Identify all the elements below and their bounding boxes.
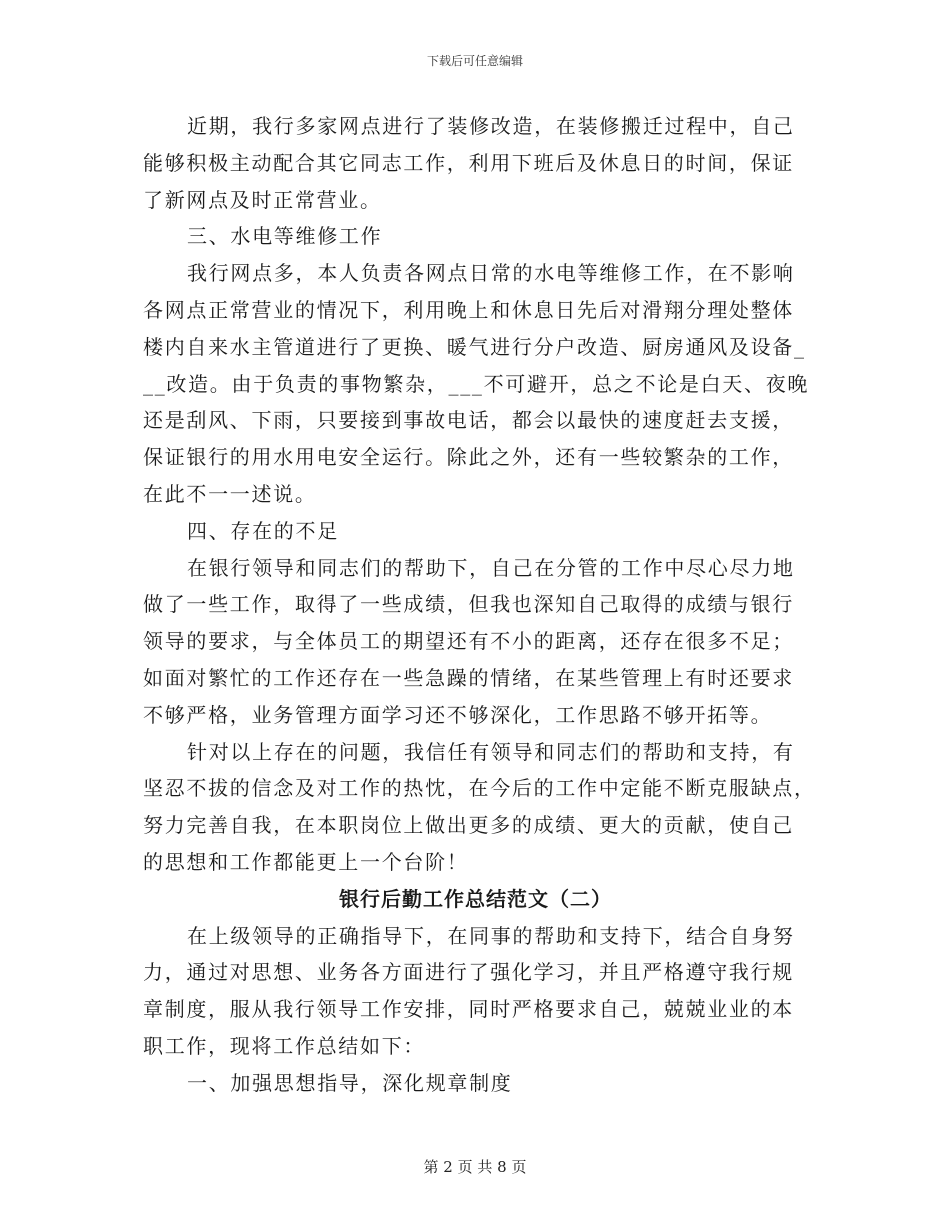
document-body <box>143 108 816 1102</box>
paragraph-line: 章制度，服从我行领导工作安排，同时严格要求自己，兢兢业业的本 <box>143 997 794 1022</box>
paragraph-line: 做了一些工作，取得了一些成绩，但我也深知自己取得的成绩与银行 <box>143 592 794 617</box>
document-title: 银行后勤工作总结范文（二） <box>339 886 612 911</box>
paragraph-line: 坚忍不拔的信念及对工作的热忱，在今后的工作中定能不断克服缺点， <box>143 776 816 801</box>
paragraph-line: 能够积极主动配合其它同志工作，利用下班后及休息日的时间，保证 <box>143 150 794 175</box>
section-heading: 一、加强思想指导，深化规章制度 <box>187 1070 513 1095</box>
paragraph-line: 努力完善自我，在本职岗位上做出更多的成绩、更大的贡献，使自己 <box>143 813 794 838</box>
paragraph-line: 领导的要求，与全体员工的期望还有不小的距离，还存在很多不足； <box>143 629 794 654</box>
paragraph-line: 如面对繁忙的工作还存在一些急躁的情绪，在某些管理上有时还要求 <box>143 665 794 690</box>
page-number: 第 2 页 共 8 页 <box>423 1158 527 1176</box>
section-heading: 三、水电等维修工作 <box>187 224 383 249</box>
paragraph-line: __改造。由于负责的事物繁杂，___不可避开，总之不论是白天、夜晚 <box>143 371 810 396</box>
paragraph-line: 我行网点多，本人负责各网点日常的水电等维修工作，在不影响 <box>187 261 795 286</box>
paragraph-line: 楼内自来水主管道进行了更换、暖气进行分户改造、厨房通风及设备_ <box>143 334 806 359</box>
paragraph-line: 在上级领导的正确指导下，在同事的帮助和支持下，结合自身努 <box>187 923 795 948</box>
paragraph-line: 各网点正常营业的情况下，利用晚上和休息日先后对滑翔分理处整体 <box>143 297 794 322</box>
paragraph-line: 不够严格，业务管理方面学习还不够深化，工作思路不够开拓等。 <box>143 702 773 727</box>
paragraph-line: 力，通过对思想、业务各方面进行了强化学习，并且严格遵守我行规 <box>143 960 794 985</box>
paragraph-line: 职工作，现将工作总结如下： <box>143 1033 426 1058</box>
paragraph-line: 近期，我行多家网点进行了装修改造，在装修搬迁过程中，自己 <box>187 114 795 138</box>
paragraph-line: 了新网点及时正常营业。 <box>143 187 382 212</box>
paragraph-line: 在此不一一述说。 <box>143 481 317 506</box>
paragraph-line: 针对以上存在的问题，我信任有领导和同志们的帮助和支持，有 <box>187 739 795 764</box>
paragraph-line: 保证银行的用水用电安全运行。除此之外，还有一些较繁杂的工作， <box>143 445 794 470</box>
paragraph-line: 还是刮风、下雨，只要接到事故电话，都会以最快的速度赶去支援， <box>143 408 794 433</box>
section-heading: 四、存在的不足 <box>187 518 339 543</box>
header-note: 下载后可任意编辑 <box>426 54 523 68</box>
paragraph-line: 在银行领导和同志们的帮助下，自己在分管的工作中尽心尽力地 <box>187 555 795 580</box>
paragraph-line: 的思想和工作都能更上一个台阶！ <box>143 849 469 874</box>
